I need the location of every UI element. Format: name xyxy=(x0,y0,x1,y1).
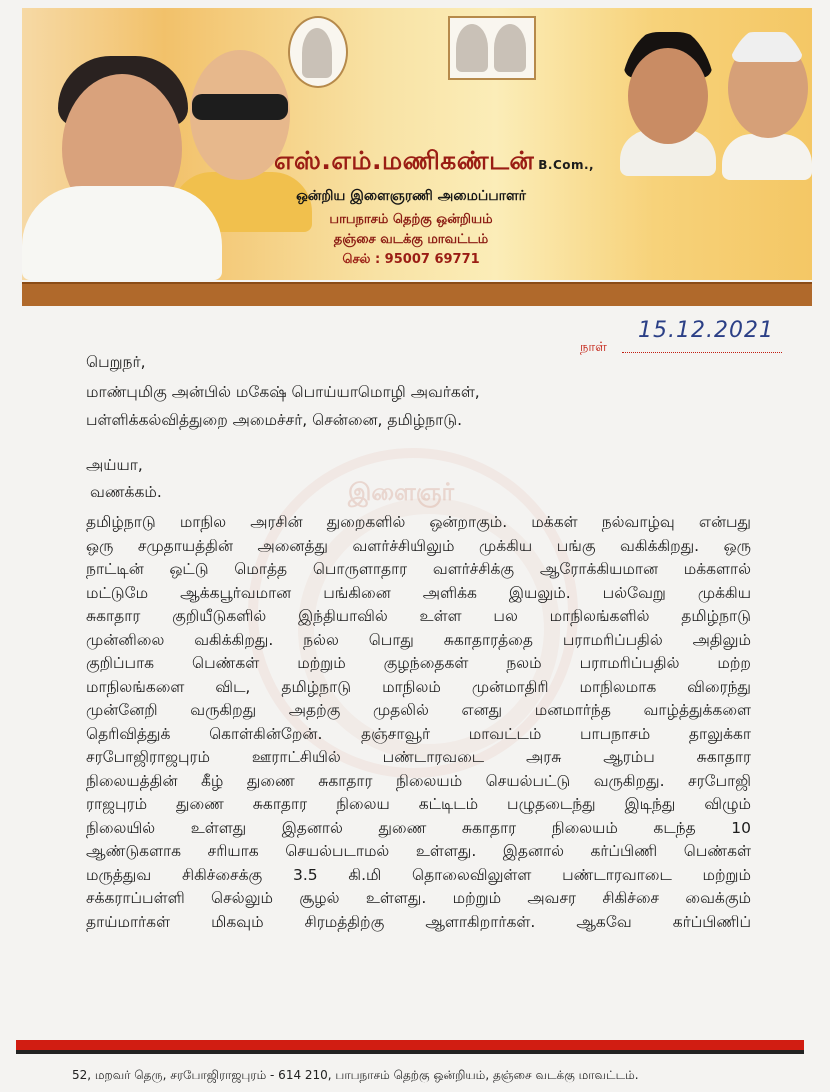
body-line: சக்கராப்பள்ளி செல்லும் சூழல் உள்ளது. மற்றும் அவசர சிகிச்சை வைக்கும் xyxy=(86,889,751,907)
greeting: வணக்கம். xyxy=(90,483,162,501)
body-line: தாய்மார்கள் மிகவும் சிரமத்திற்கு ஆளாகிறார்கள். ஆகவே கர்ப்பிணிப் xyxy=(86,912,751,931)
body-line: நிலையத்தின் கீழ் துணை சுகாதார நிலையம் செயல்பட்டு வருகிறது. சரபோஜி xyxy=(86,771,751,790)
sender-area-union: பாபநாசம் தெற்கு ஒன்றியம் xyxy=(329,212,493,227)
body-line: சரபோஜிராஜபுரம் ஊராட்சியில் பண்டாரவடை அரசு ஆரம்ப சுகாதார xyxy=(86,748,751,766)
watermark-text: இளைஞர் xyxy=(348,478,455,506)
pair-portrait-photo xyxy=(448,16,536,80)
footer-dark-bar xyxy=(16,1050,804,1054)
sender-degree: B.Com., xyxy=(538,158,595,172)
sender-area-district: தஞ்சை வடக்கு மாவட்டம் xyxy=(333,232,489,247)
date-value: 15.12.2021 xyxy=(638,318,774,343)
body-line: முன்னிலை வகிக்கிறது. நல்ல பொது சுகாதாரத்தை பராமரிப்பதில் அதிலும் xyxy=(86,630,751,649)
body-line: மாநிலங்களை விட, தமிழ்நாடு மாநிலம் முன்மாதிரி மாநிலமாக விரைந்து xyxy=(86,677,751,696)
body-line: தமிழ்நாடு மாநில அரசின் துறைகளில் ஒன்றாகும். மக்கள் நல்வாழ்வு என்பது xyxy=(86,513,751,531)
elder-portrait-right xyxy=(722,26,812,180)
body-line: ஆண்டுகளாக சரியாக செயல்படாமல் உள்ளது. இதனால் கர்ப்பிணி பெண்கள் xyxy=(86,842,751,860)
body-line: மட்டுமே ஆக்கபூர்வமான பங்கினை அளிக்க இயலும். பல்வேறு முக்கிய xyxy=(86,583,751,602)
body-line: ராஜபுரம் துணை சுகாதார நிலைய கட்டிடம் பழுதடைந்து இடிந்து விழும் xyxy=(86,795,751,813)
letterhead-name xyxy=(274,146,594,179)
body-line: நாட்டின் ஒட்டு மொத்த பொருளாதார வளர்ச்சிக்கு ஆரோக்கியமான மக்களால் xyxy=(86,560,751,578)
date-label: நாள் xyxy=(580,340,607,355)
body-line: சுகாதார குறியீடுகளில் இந்தியாவில் உள்ள பல மாநிலங்களில் தமிழ்நாடு xyxy=(86,607,751,625)
body-line: ஒரு சமுதாயத்தின் அனைத்து வளர்ச்சியிலும் முக்கிய பங்கு வகிக்கிறது. ஒரு xyxy=(86,536,751,555)
sender-name: எஸ்.எம்.மணிகண்டன் xyxy=(274,146,535,175)
body-line: குறிப்பாக பெண்கள் மற்றும் குழந்தைகள் நலம் பராமரிப்பதில் மற்ற xyxy=(86,654,751,672)
letter-body xyxy=(86,511,751,934)
recipient-name: மாண்புமிகு அன்பில் மகேஷ் பொய்யாமொழி அவர்கள், xyxy=(86,383,480,401)
footer-red-bar xyxy=(16,1040,804,1050)
footer-address: 52, மறவர் தெரு, சரபோஜிராஜபுரம் - 614 210, பாபநாசம் தெற்கு ஒன்றியம், தஞ்சை வடக்கு மாவட்டம். xyxy=(72,1068,639,1082)
letterhead-divider-band xyxy=(22,282,812,306)
letterhead-banner xyxy=(22,8,812,280)
salutation: அய்யா, xyxy=(86,456,143,474)
sender-phone: செல் : 95007 69771 xyxy=(342,252,480,267)
recipient-heading: பெறுநர், xyxy=(86,353,146,371)
recipient-title: பள்ளிக்கல்வித்துறை அமைச்சர், சென்னை, தமிழ்நாடு. xyxy=(86,411,463,429)
body-line: மருத்துவ சிகிச்சைக்கு 3.5 கி.மி தொலைவிலுள்ள பண்டாரவாடை மற்றும் xyxy=(86,865,751,884)
round-portrait-photo xyxy=(288,16,348,88)
leader-portrait-right xyxy=(620,26,716,176)
body-line: தெரிவித்துக் கொள்கின்றேன். தஞ்சாவூர் மாவட்டம் பாபநாசம் தாலுக்கா xyxy=(86,724,751,743)
body-line: முன்னேறி வருகிறது அதற்கு முதலில் எனது மனமார்ந்த வாழ்த்துக்களை xyxy=(86,701,751,719)
sender-designation: ஒன்றிய இளைஞரணி அமைப்பாளர் xyxy=(296,188,526,204)
body-line: நிலையில் உள்ளது இதனால் துணை சுகாதார நிலையம் கடந்த 10 xyxy=(86,818,751,837)
